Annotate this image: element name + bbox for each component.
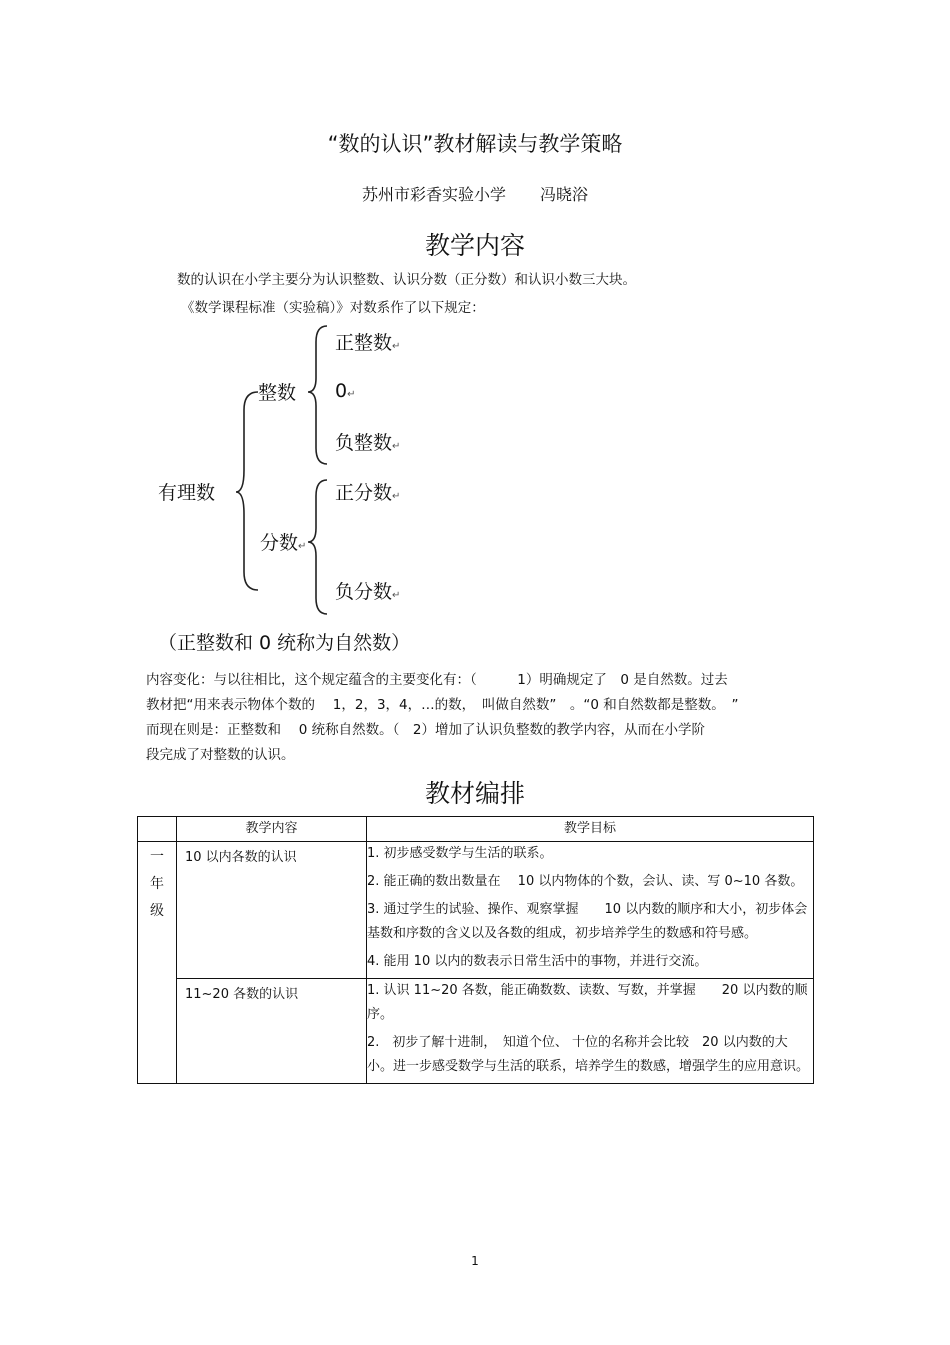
goal-cell	[367, 979, 814, 1084]
change-line-4: 段完成了对整数的认识。	[146, 747, 295, 763]
header-goal: 教学目标	[367, 817, 814, 842]
label-fraction: 分数↵	[260, 532, 307, 554]
return-mark: ↵	[392, 590, 401, 601]
school-name: 苏州市彩香实验小学	[361, 185, 506, 204]
label-negative-integer: 负整数↵	[335, 432, 401, 454]
label-rational-number: 有理数	[158, 482, 216, 504]
change-line-1: 内容变化：与以往相比，这个规定蕴含的主要变化有：（ 1）明确规定了 0 是自然数。过去	[146, 672, 728, 688]
table-row	[138, 842, 814, 979]
textbook-arrangement-table	[137, 816, 814, 1084]
document-title: “数的认识”教材解读与教学策略	[327, 132, 623, 156]
label-zero: 0↵	[335, 380, 356, 402]
return-mark: ↵	[298, 541, 307, 552]
label-positive-integer: 正整数↵	[335, 332, 401, 354]
label-integer: 整数	[258, 382, 297, 404]
goal-item: 2. 初步了解十进制， 知道个位、 十位的名称并会比较 20 以内数的大小。进一步感受数学与生活的联系，培养学生的数感，增强学生的应用意识。	[367, 1035, 810, 1074]
goal-item: 1. 初步感受数学与生活的联系。	[367, 846, 553, 861]
brace-rational	[236, 392, 258, 590]
header-blank-cell	[138, 817, 177, 842]
goal-item: 4. 能用 10 以内的数表示日常生活中的事物，并进行交流。	[367, 954, 708, 969]
header-content: 教学内容	[177, 817, 367, 842]
table-header-row	[138, 817, 814, 842]
author-name: 冯晓浴	[540, 185, 589, 204]
label-positive-fraction: 正分数↵	[335, 482, 401, 504]
goal-cell	[367, 842, 814, 979]
change-line-3: 而现在则是：正整数和 0 统称自然数。（ 2）增加了认识负整数的教学内容，从而在小学阶	[146, 722, 706, 738]
grade-char: 年	[150, 876, 164, 892]
section-heading-content: 教学内容	[424, 231, 525, 260]
return-mark: ↵	[392, 341, 401, 352]
content-cell: 11~20 各数的认识	[177, 979, 367, 1084]
change-line-2: 教材把“用来表示物体个数的 1，2，3，4，…的数， 叫做自然数” 。“0 和自然数都是整数。 ”	[146, 697, 739, 713]
brace-fraction	[308, 480, 327, 614]
goal-item: 3. 通过学生的试验、操作、观察掌握 10 以内数的顺序和大小，初步体会基数和序数的含义以及各数的组成，初步培养学生的数感和符号感。	[367, 902, 808, 941]
goal-item: 1. 认识 11~20 各数，能正确数数、读数、写数，并掌握 20 以内数的顺序。	[367, 983, 808, 1022]
grade-char: 级	[150, 903, 164, 919]
brace-integer	[308, 326, 327, 464]
grade-char: 一	[150, 849, 164, 865]
label-negative-fraction: 负分数↵	[335, 581, 401, 603]
curriculum-standard-line: 《数学课程标准（实验稿）》对数系作了以下规定：	[181, 300, 485, 316]
return-mark: ↵	[392, 491, 401, 502]
return-mark: ↵	[347, 389, 356, 400]
natural-number-note: （正整数和 0 统称为自然数）	[158, 632, 411, 654]
page-number: 1	[471, 1254, 479, 1268]
content-cell: 10 以内各数的认识	[177, 842, 367, 979]
goal-item: 2. 能正确的数出数量在 10 以内物体的个数，会认、读、写 0~10 各数。	[367, 874, 804, 889]
table-row	[138, 979, 814, 1084]
intro-paragraph: 数的认识在小学主要分为认识整数、认识分数（正分数）和认识小数三大块。	[177, 272, 636, 288]
section-heading-arrangement: 教材编排	[424, 779, 525, 808]
return-mark: ↵	[392, 441, 401, 452]
grade-cell	[138, 842, 177, 1084]
